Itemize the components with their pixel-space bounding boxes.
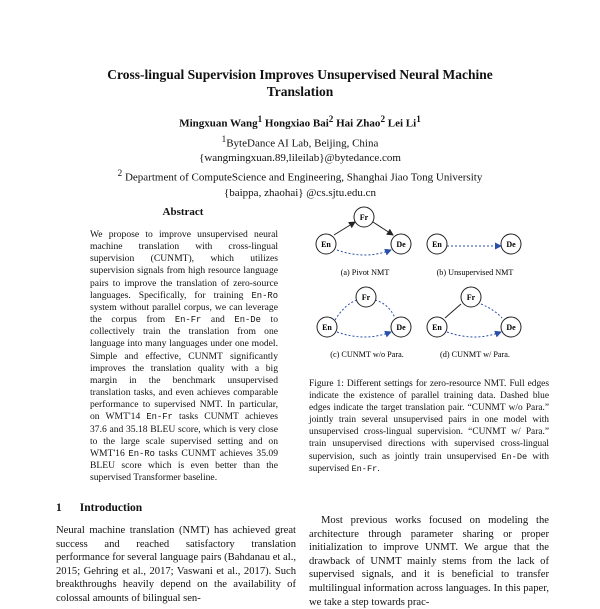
abs-text: achieves 37.6 and 35.18 BLEU score, which is very close to the large scale supervised setting and on WMT'16 bbox=[90, 411, 278, 459]
node-en-label: En bbox=[432, 323, 442, 332]
node-en-label: En bbox=[322, 323, 332, 332]
edge-en-de-dashed bbox=[447, 332, 501, 337]
edge-fr-de-dashed bbox=[481, 304, 502, 318]
caption-text: Figure 1: Different settings for zero-resource NMT. Full edges indicate the existence of parallel training data. Dashed blue edges indicate the target translation pair. “CUNMT w/o Para.” jointly train several unsupervised pairs in one model with unsupervised cross-lingual supervision. “CUNMT w/ Para.” train unsupervised directions with supervised cross-lingual supervision, such as jointly train unsupervised bbox=[309, 379, 549, 462]
section-heading-introduction bbox=[56, 502, 142, 514]
node-en-label: En bbox=[432, 240, 442, 249]
figure-1-caption bbox=[309, 378, 549, 475]
edge-en-fr-dashed bbox=[335, 300, 357, 320]
abs-text: ), which utilizes supervision signals from high resource language pairs to improve the translation of zero-source languages. Specifically, for training bbox=[90, 253, 278, 301]
abs-text: and bbox=[201, 314, 235, 326]
edge-fr-de-dashed bbox=[375, 300, 395, 318]
email-2: {baippa, zhaohai} @cs.sjtu.edu.cn bbox=[223, 186, 377, 199]
panel-a bbox=[316, 207, 411, 277]
edge-en-de-dashed bbox=[337, 332, 391, 337]
node-fr-label: Fr bbox=[361, 293, 371, 302]
section-number: 1 bbox=[56, 502, 62, 514]
author-2: Hongxiao Bai bbox=[264, 117, 329, 130]
author-block bbox=[60, 112, 540, 201]
abs-text: We propose to improve unsupervised neural machine translation with cross-lingual supervision ( bbox=[90, 229, 278, 265]
caption-d: (d) CUNMT w/ Para. bbox=[440, 350, 510, 359]
abs-code: En-Fr bbox=[174, 315, 202, 326]
node-en-label: En bbox=[321, 240, 331, 249]
abs-code: En-Fr bbox=[146, 412, 173, 423]
edge-fr-de bbox=[373, 222, 393, 235]
edge-en-fr bbox=[334, 222, 355, 235]
caption-text: with supervised bbox=[309, 451, 549, 474]
panel-d bbox=[427, 287, 521, 359]
abstract-heading: Abstract bbox=[162, 206, 204, 218]
abs-cunmt: CUNMT bbox=[204, 411, 239, 423]
abstract-body bbox=[90, 229, 278, 484]
node-de-label: De bbox=[396, 240, 406, 249]
author-4-sup: 1 bbox=[416, 114, 421, 124]
affil-1-sup: 1 bbox=[221, 133, 227, 144]
figure-1-diagram bbox=[305, 200, 555, 372]
abs-text: achieves 35.09 BLEU score which is even better than the supervised Transformer baseline. bbox=[90, 447, 278, 484]
node-de-label: De bbox=[506, 323, 516, 332]
abs-cunmt: CUNMT bbox=[153, 253, 189, 265]
author-4: Lei Li bbox=[387, 117, 417, 130]
affiliation-2 bbox=[60, 166, 540, 186]
caption-code: En-De bbox=[501, 451, 528, 462]
affiliation-1 bbox=[60, 132, 540, 152]
affil-2-sup: 2 bbox=[117, 168, 123, 179]
right-column-paragraph: Most previous works focused on modeling the architecture through parameter sharing or proper initialization to improve UNMT. We argue that the drawback of UNMT mainly stems from the lack of supervised signals, and it is beneficial to transfer multilingual information across languages. In this paper, we take a step towards prac- bbox=[309, 515, 549, 608]
intro-paragraph: Neural machine translation (NMT) has achieved great success and reached satisfactory translation performance for several language pairs (Bahdanau et al., 2015; Gehring et al., 2017; Vaswani et al., 2017). Such breakthroughs heavily depend on the availability of colossal amounts of bilingual sen- bbox=[56, 525, 296, 604]
node-fr-label: Fr bbox=[359, 213, 369, 222]
abs-text: to collectively train the translation from one language into many languages under one model. Simple and effective, bbox=[90, 314, 278, 362]
title-line-1: Cross-lingual Supervision Improves Unsupervised Neural Machine bbox=[107, 67, 493, 82]
author-2-sup: 2 bbox=[328, 114, 334, 124]
abs-code: En-Ro bbox=[128, 448, 155, 459]
node-de-label: De bbox=[396, 323, 406, 332]
affil-1-text: ByteDance AI Lab, Beijing, China bbox=[226, 137, 379, 150]
section-title: Introduction bbox=[79, 502, 143, 514]
abs-cunmt: CUNMT bbox=[181, 447, 217, 459]
abs-code: En-Ro bbox=[251, 290, 278, 301]
paper-title bbox=[60, 66, 540, 100]
node-fr-label: Fr bbox=[466, 293, 476, 302]
caption-b: (b) Unsupervised NMT bbox=[436, 268, 514, 277]
author-3-sup: 2 bbox=[380, 114, 386, 124]
caption-text: . bbox=[377, 463, 380, 474]
abs-text: tasks bbox=[172, 411, 205, 423]
edge-en-fr bbox=[445, 304, 461, 318]
affil-2-text: Department of ComputeScience and Engineering, Shanghai Jiao Tong University bbox=[124, 171, 483, 184]
abs-text: tasks bbox=[154, 447, 182, 459]
author-3: Hai Zhao bbox=[336, 117, 381, 130]
caption-code: En-Fr bbox=[351, 463, 378, 474]
title-line-2: Translation bbox=[266, 84, 334, 99]
abs-cunmt: CUNMT bbox=[188, 350, 223, 362]
abs-code: En-De bbox=[234, 315, 261, 326]
caption-c: (c) CUNMT w/o Para. bbox=[330, 350, 404, 359]
email-1: {wangmingxuan.89,lileilab}@bytedance.com bbox=[199, 152, 401, 165]
panel-c bbox=[317, 287, 411, 359]
author-names bbox=[60, 112, 540, 132]
panel-b bbox=[427, 234, 521, 277]
author-1: Mingxuan Wang bbox=[179, 117, 258, 130]
author-1-sup: 1 bbox=[257, 114, 263, 124]
node-de-label: De bbox=[506, 240, 516, 249]
edge-en-de-dashed bbox=[337, 250, 391, 255]
caption-a: (a) Pivot NMT bbox=[340, 268, 390, 277]
abs-text: system without parallel corpus, we can leverage the corpus from bbox=[90, 301, 278, 326]
abs-text: significantly improves the translation quality with a big margin in the benchmark unsupervised translation tasks, and even achieves comparable performance to supervised NMT. In particular, on WMT'14 bbox=[90, 350, 278, 423]
